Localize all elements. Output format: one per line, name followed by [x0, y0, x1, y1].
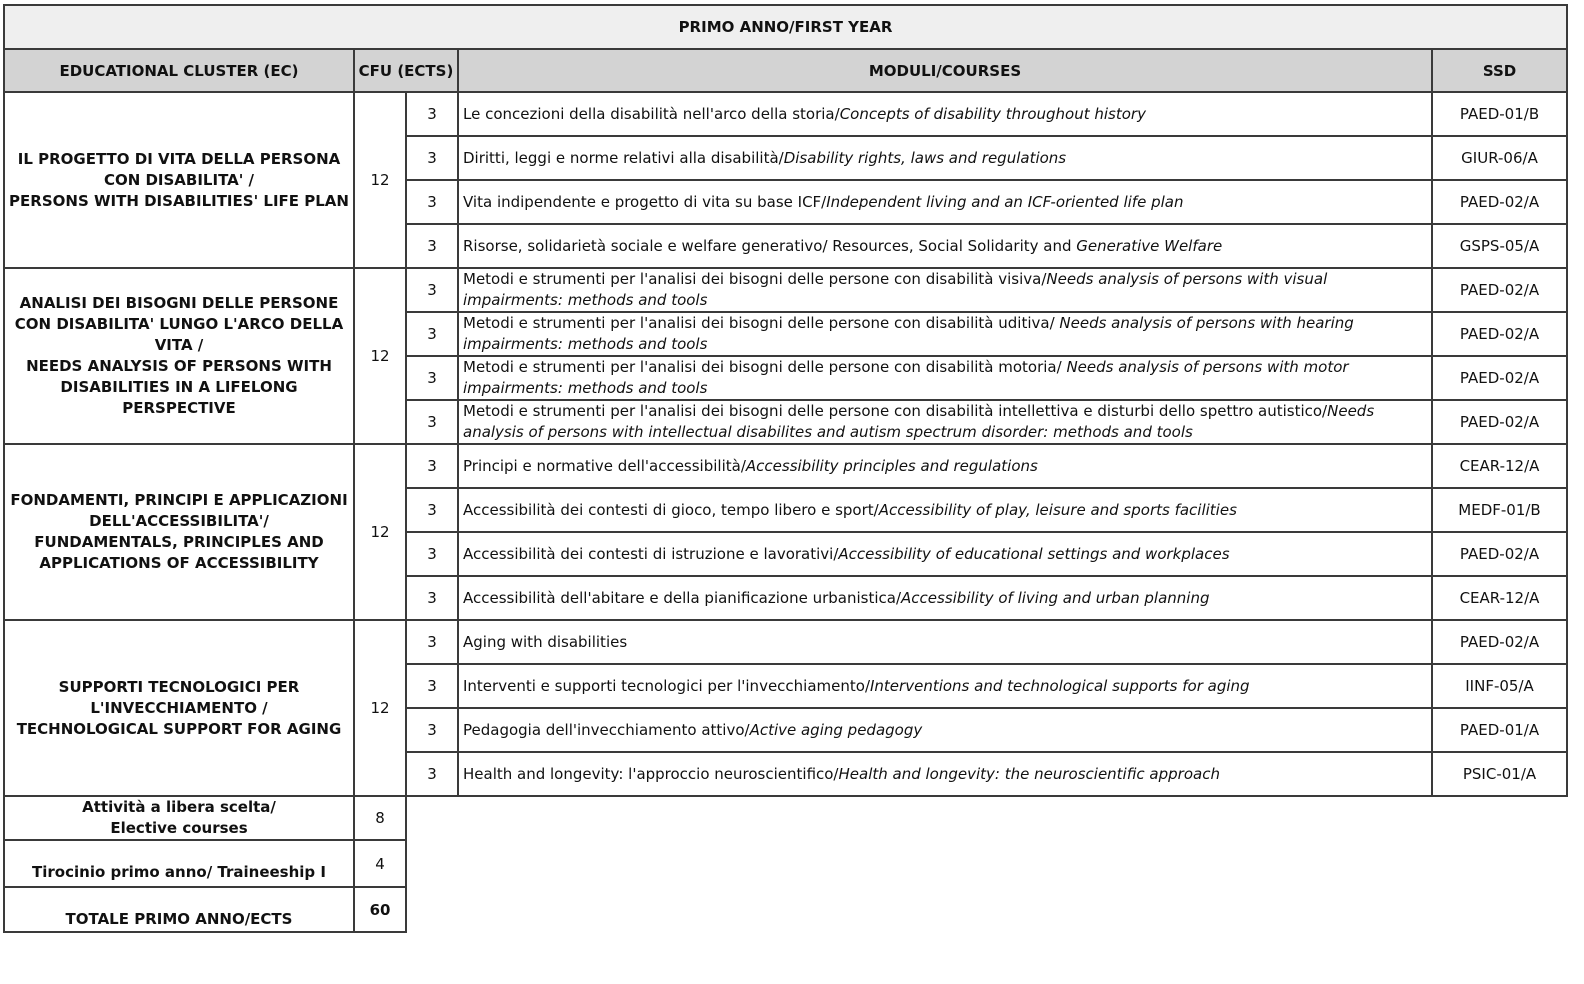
header-cfu: CFU (ECTS) — [354, 49, 458, 92]
header-ssd: SSD — [1432, 49, 1567, 92]
total-label: TOTALE PRIMO ANNO/ECTS — [4, 887, 354, 932]
empty-cell — [406, 887, 1567, 932]
elective-label: Attività a libera scelta/ Elective courses — [4, 796, 354, 840]
cluster-cfu: 12 — [354, 444, 406, 620]
module-cfu: 3 — [406, 532, 458, 576]
table-row — [4, 840, 1567, 887]
first-year-curriculum-table — [3, 4, 1568, 933]
module-cfu: 3 — [406, 488, 458, 532]
module-cfu: 3 — [406, 312, 458, 356]
module-cfu: 3 — [406, 136, 458, 180]
cluster-cfu: 12 — [354, 620, 406, 796]
module-title: Health and longevity: l'approccio neuroscientifico/Health and longevity: the neuroscientific approach — [458, 752, 1432, 796]
cluster-name: IL PROGETTO DI VITA DELLA PERSONA CON DISABILITA' / PERSONS WITH DISABILITIES' LIFE PLAN — [4, 92, 354, 268]
module-title: Metodi e strumenti per l'analisi dei bisogni delle persone con disabilità visiva/Needs analysis of persons with visual impairments: methods and tools — [458, 268, 1432, 312]
module-cfu: 3 — [406, 444, 458, 488]
module-cfu: 3 — [406, 752, 458, 796]
module-title: Diritti, leggi e norme relativi alla disabilità/Disability rights, laws and regulations — [458, 136, 1432, 180]
module-ssd: PAED-01/A — [1432, 708, 1567, 752]
empty-cell — [406, 840, 1567, 887]
module-title: Accessibilità dell'abitare e della pianificazione urbanistica/Accessibility of living and urban planning — [458, 576, 1432, 620]
table-row — [4, 887, 1567, 932]
cluster-name: FONDAMENTI, PRINCIPI E APPLICAZIONI DELL'ACCESSIBILITA'/ FUNDAMENTALS, PRINCIPLES AND APPLICATIONS OF ACCESSIBILITY — [4, 444, 354, 620]
module-cfu: 3 — [406, 576, 458, 620]
module-ssd: PAED-02/A — [1432, 180, 1567, 224]
module-title: Interventi e supporti tecnologici per l'invecchiamento/Interventions and technological supports for aging — [458, 664, 1432, 708]
table-row — [4, 620, 1567, 664]
traineeship-cfu: 4 — [354, 840, 406, 887]
module-cfu: 3 — [406, 708, 458, 752]
module-ssd: CEAR-12/A — [1432, 444, 1567, 488]
module-ssd: PAED-01/B — [1432, 92, 1567, 136]
module-ssd: PSIC-01/A — [1432, 752, 1567, 796]
module-ssd: PAED-02/A — [1432, 356, 1567, 400]
module-title: Aging with disabilities — [458, 620, 1432, 664]
module-ssd: PAED-02/A — [1432, 532, 1567, 576]
module-cfu: 3 — [406, 356, 458, 400]
header-educational-cluster: EDUCATIONAL CLUSTER (EC) — [4, 49, 354, 92]
module-ssd: GSPS-05/A — [1432, 224, 1567, 268]
module-cfu: 3 — [406, 620, 458, 664]
module-title: Pedagogia dell'invecchiamento attivo/Active aging pedagogy — [458, 708, 1432, 752]
module-title: Le concezioni della disabilità nell'arco della storia/Concepts of disability throughout history — [458, 92, 1432, 136]
module-title: Principi e normative dell'accessibilità/Accessibility principles and regulations — [458, 444, 1432, 488]
module-title: Risorse, solidarietà sociale e welfare generativo/ Resources, Social Solidarity and Generative Welfare — [458, 224, 1432, 268]
module-title: Metodi e strumenti per l'analisi dei bisogni delle persone con disabilità intellettiva e disturbi dello spettro autistico/Needs analysis of persons with intellectual disabilites and autism spectrum disorder: methods and tools — [458, 400, 1432, 444]
elective-cfu: 8 — [354, 796, 406, 840]
module-ssd: CEAR-12/A — [1432, 576, 1567, 620]
module-ssd: PAED-02/A — [1432, 400, 1567, 444]
total-cfu: 60 — [354, 887, 406, 932]
table-title: PRIMO ANNO/FIRST YEAR — [4, 5, 1567, 49]
empty-cell — [406, 796, 1567, 840]
module-title: Metodi e strumenti per l'analisi dei bisogni delle persone con disabilità uditiva/ Needs analysis of persons with hearing impairments: methods and tools — [458, 312, 1432, 356]
module-ssd: PAED-02/A — [1432, 312, 1567, 356]
module-cfu: 3 — [406, 268, 458, 312]
module-ssd: MEDF-01/B — [1432, 488, 1567, 532]
module-ssd: PAED-02/A — [1432, 620, 1567, 664]
table-row — [4, 444, 1567, 488]
module-title: Accessibilità dei contesti di istruzione e lavorativi/Accessibility of educational settings and workplaces — [458, 532, 1432, 576]
module-ssd: IINF-05/A — [1432, 664, 1567, 708]
module-title: Accessibilità dei contesti di gioco, tempo libero e sport/Accessibility of play, leisure and sports facilities — [458, 488, 1432, 532]
table-row — [4, 796, 1567, 840]
cluster-cfu: 12 — [354, 268, 406, 444]
cluster-cfu: 12 — [354, 92, 406, 268]
module-cfu: 3 — [406, 224, 458, 268]
header-modules: MODULI/COURSES — [458, 49, 1432, 92]
module-cfu: 3 — [406, 180, 458, 224]
module-ssd: PAED-02/A — [1432, 268, 1567, 312]
cluster-name: SUPPORTI TECNOLOGICI PER L'INVECCHIAMENTO / TECHNOLOGICAL SUPPORT FOR AGING — [4, 620, 354, 796]
module-cfu: 3 — [406, 664, 458, 708]
module-title: Vita indipendente e progetto di vita su base ICF/Independent living and an ICF-oriented life plan — [458, 180, 1432, 224]
cluster-name: ANALISI DEI BISOGNI DELLE PERSONE CON DISABILITA' LUNGO L'ARCO DELLA VITA / NEEDS ANALYSIS OF PERSONS WITH DISABILITIES IN A LIFELONG PERSPECTIVE — [4, 268, 354, 444]
module-title: Metodi e strumenti per l'analisi dei bisogni delle persone con disabilità motoria/ Needs analysis of persons with motor impairments: methods and tools — [458, 356, 1432, 400]
traineeship-label: Tirocinio primo anno/ Traineeship I — [4, 840, 354, 887]
module-cfu: 3 — [406, 400, 458, 444]
module-cfu: 3 — [406, 92, 458, 136]
module-ssd: GIUR-06/A — [1432, 136, 1567, 180]
table-row — [4, 92, 1567, 136]
table-row — [4, 268, 1567, 312]
